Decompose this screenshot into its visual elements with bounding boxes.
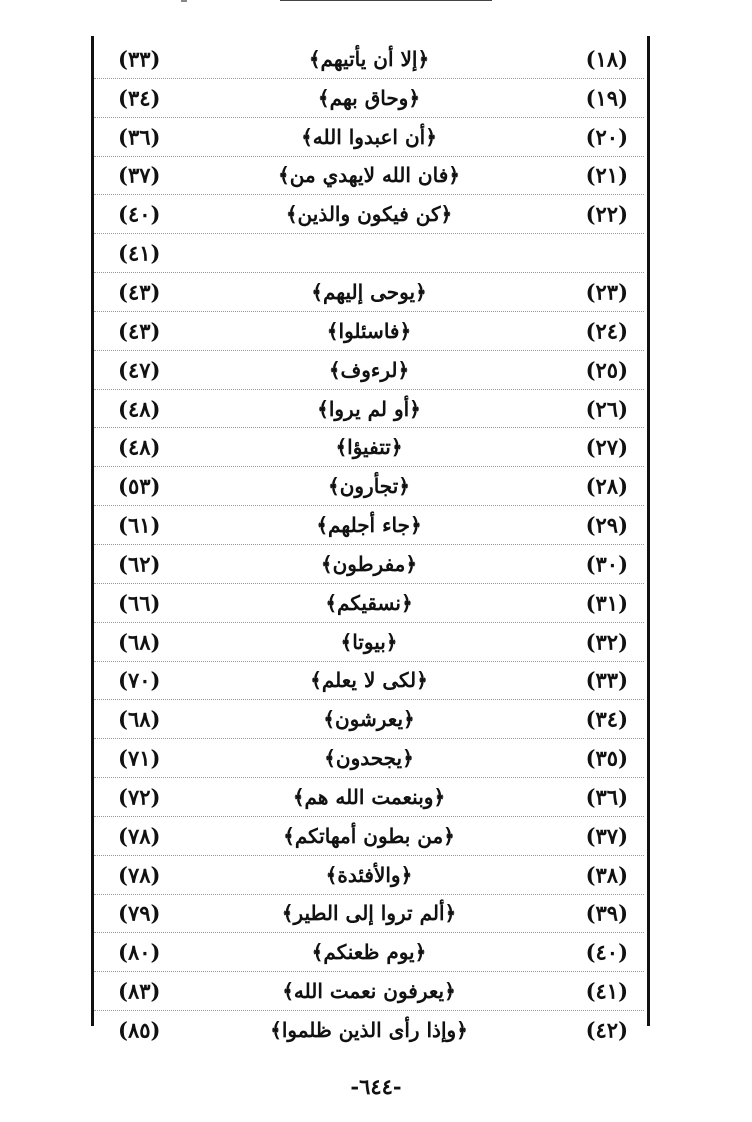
index-row	[94, 739, 644, 778]
page-reference: (٣٤)	[118, 85, 161, 111]
verse-fragment: ﴿وبنعمت الله هم﴾	[292, 784, 446, 809]
verse-fragment: ﴿لكى لا يعلم﴾	[310, 668, 428, 693]
index-row	[94, 895, 644, 934]
entry-number: (٢٠)	[585, 124, 628, 150]
top-rule	[280, 0, 492, 1]
top-mark	[181, 0, 187, 2]
index-table	[94, 40, 644, 1049]
index-row	[94, 933, 644, 972]
page-reference: (٧٨)	[118, 862, 161, 888]
verse-fragment: ﴿ألم تروا إلى الطير﴾	[281, 901, 457, 926]
verse-fragment: ﴿يعرفون نعمت الله﴾	[282, 979, 456, 1004]
page-reference: (٧٠)	[118, 667, 161, 693]
page-reference: (٣٧)	[118, 162, 161, 188]
entry-number: (٢١)	[585, 162, 628, 188]
verse-fragment: ﴿كن فيكون والذين﴾	[285, 202, 453, 227]
entry-number: (١٨)	[585, 46, 628, 72]
verse-fragment: ﴿يعرشون﴾	[323, 707, 415, 732]
index-row	[94, 234, 644, 273]
verse-fragment: ﴿نسقيكم﴾	[325, 590, 413, 615]
verse-fragment: ﴿يوم ظعنكم﴾	[311, 940, 427, 965]
verse-fragment: ﴿جاء أجلهم﴾	[316, 513, 422, 538]
entry-number: (٣١)	[585, 590, 628, 616]
page-reference: (٦١)	[118, 512, 161, 538]
verse-fragment: ﴿من بطون أمهاتكم﴾	[283, 823, 455, 848]
verse-fragment: ﴿فان الله لايهدي من﴾	[278, 163, 460, 188]
verse-fragment: ﴿والأفئدة﴾	[325, 862, 413, 887]
entry-number: (٣٣)	[585, 667, 628, 693]
page-reference: (٤٨)	[118, 396, 161, 422]
page-reference: (٦٦)	[118, 590, 161, 616]
verse-fragment: ﴿وإذا رأى الذين ظلموا﴾	[270, 1018, 468, 1043]
page-number: -٦٤٤-	[350, 1074, 402, 1099]
page-reference: (٧٩)	[118, 900, 161, 926]
index-row	[94, 972, 644, 1011]
index-row	[94, 390, 644, 429]
index-row	[94, 351, 644, 390]
entry-number: (٣٥)	[585, 745, 628, 771]
index-row	[94, 118, 644, 157]
page-reference: (٧٢)	[118, 784, 161, 810]
page-reference: (٦٢)	[118, 551, 161, 577]
entry-number: (٢٩)	[585, 512, 628, 538]
index-row	[94, 778, 644, 817]
entry-number: (٢٨)	[585, 473, 628, 499]
verse-fragment: ﴿تتفيؤا﴾	[335, 435, 403, 460]
entry-number: (٣٩)	[585, 900, 628, 926]
index-row	[94, 506, 644, 545]
entry-number: (٢٣)	[585, 279, 628, 305]
page-reference: (٤٧)	[118, 357, 161, 383]
entry-number: (٤١)	[585, 978, 628, 1004]
index-row	[94, 195, 644, 234]
entry-number: (٢٦)	[585, 396, 628, 422]
entry-number: (٣٨)	[585, 862, 628, 888]
page-reference: (٨٣)	[118, 978, 161, 1004]
page-reference: (٨٠)	[118, 939, 161, 965]
entry-number: (٢٧)	[585, 434, 628, 460]
page-reference: (٤٣)	[118, 279, 161, 305]
verse-fragment: ﴿تجأرون﴾	[327, 474, 411, 499]
page-reference: (٤٣)	[118, 318, 161, 344]
entry-number: (٤٢)	[585, 1017, 628, 1043]
verse-fragment: ﴿إلا أن يأتيهم﴾	[308, 46, 430, 71]
index-row	[94, 662, 644, 701]
page-reference: (٤٠)	[118, 201, 161, 227]
index-row	[94, 79, 644, 118]
verse-fragment: ﴿مفرطون﴾	[320, 551, 418, 576]
index-row	[94, 273, 644, 312]
verse-fragment: ﴿أن اعبدوا الله﴾	[301, 124, 437, 149]
page-reference: (٧١)	[118, 745, 161, 771]
index-row	[94, 312, 644, 351]
page-reference: (٦٨)	[118, 629, 161, 655]
page-reference: (٦٨)	[118, 706, 161, 732]
page-reference: (٤٨)	[118, 434, 161, 460]
page-reference: (٣٦)	[118, 124, 161, 150]
index-row	[94, 1011, 644, 1049]
page-reference: (٨٥)	[118, 1017, 161, 1043]
index-row	[94, 467, 644, 506]
entry-number: (٣٦)	[585, 784, 628, 810]
index-row	[94, 817, 644, 856]
verse-fragment: ﴿يوحى إليهم﴾	[311, 279, 427, 304]
index-row	[94, 40, 644, 79]
entry-number: (٤٠)	[585, 939, 628, 965]
index-row	[94, 623, 644, 662]
index-row	[94, 545, 644, 584]
entry-number: (٣٧)	[585, 823, 628, 849]
index-row	[94, 856, 644, 895]
page-reference: (٧٨)	[118, 823, 161, 849]
verse-fragment: ﴿بيوتا﴾	[340, 629, 398, 654]
page-reference: (٤١)	[118, 240, 161, 266]
index-row	[94, 700, 644, 739]
page-reference: (٣٣)	[118, 46, 161, 72]
index-row	[94, 584, 644, 623]
verse-fragment: ﴿يجحدون﴾	[324, 746, 414, 771]
index-row	[94, 157, 644, 196]
entry-number: (٢٥)	[585, 357, 628, 383]
entry-number: (٣٤)	[585, 706, 628, 732]
entry-number: (٢٤)	[585, 318, 628, 344]
entry-number: (٣٢)	[585, 629, 628, 655]
page-reference: (٥٣)	[118, 473, 161, 499]
index-row	[94, 428, 644, 467]
entry-number: (٢٢)	[585, 201, 628, 227]
verse-fragment: ﴿لرءوف﴾	[328, 357, 410, 382]
verse-fragment: ﴿فاسئلوا﴾	[326, 318, 412, 343]
entry-number: (١٩)	[585, 85, 628, 111]
entry-number: (٣٠)	[585, 551, 628, 577]
verse-fragment: ﴿أو لم يروا﴾	[317, 396, 421, 421]
verse-fragment: ﴿وحاق بهم﴾	[317, 85, 421, 110]
